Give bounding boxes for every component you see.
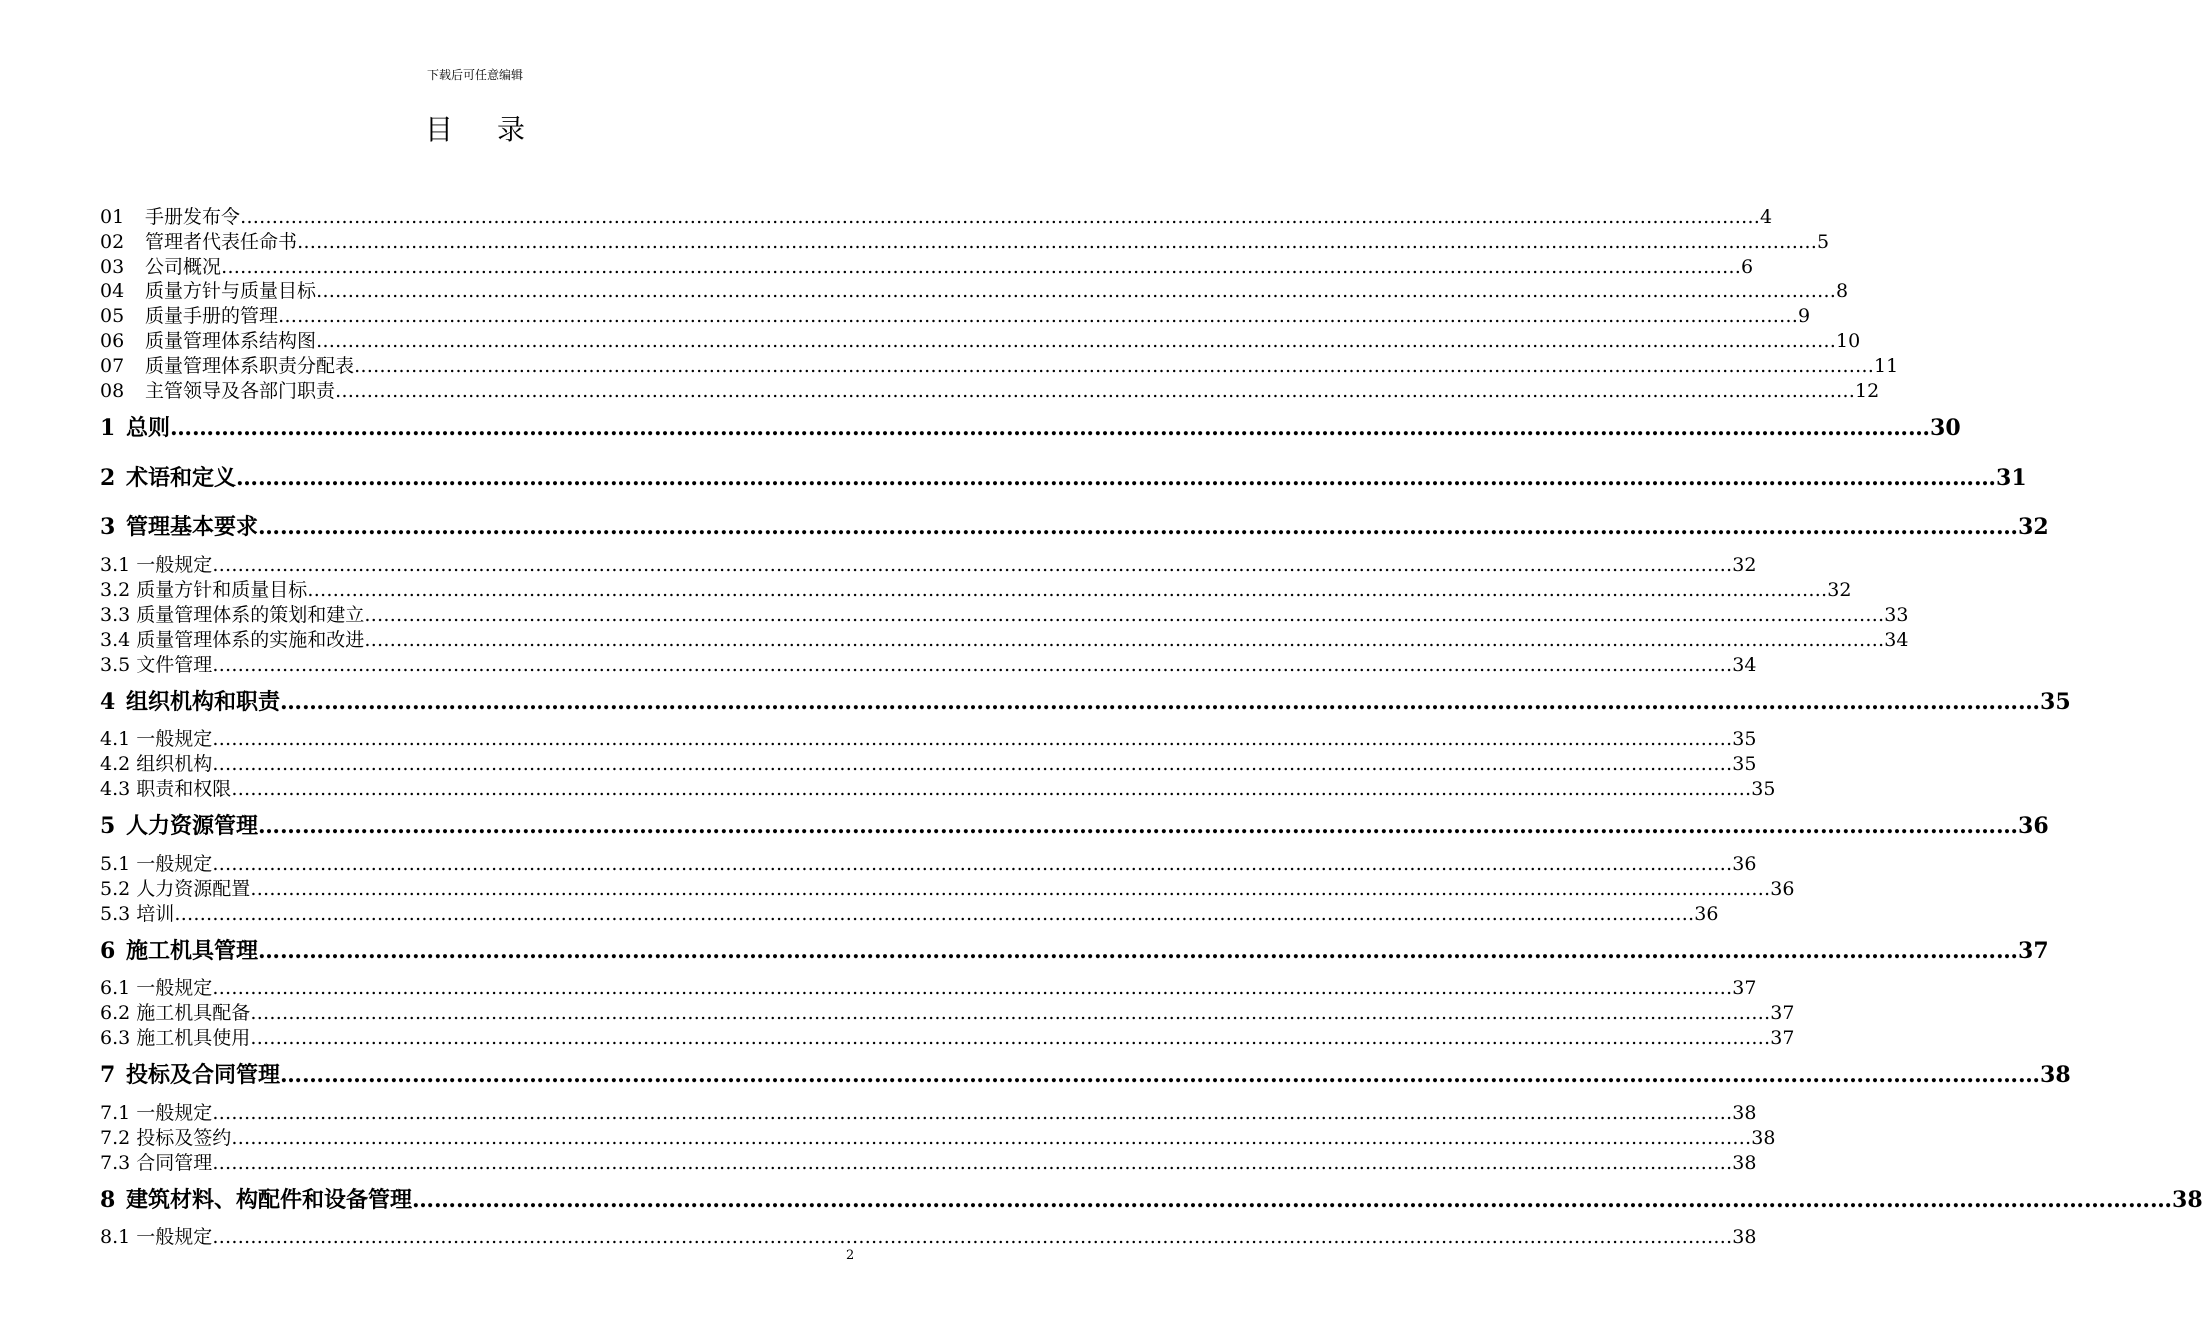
toc-section-page: 36 [1694, 903, 1719, 925]
toc-chapter-page: 35 [2040, 689, 2071, 715]
toc-entry-page: 11 [1874, 355, 1899, 377]
toc-section-entry[interactable] [100, 575, 1852, 602]
toc-chapter-page: 31 [1996, 465, 2027, 491]
toc-section-title: 3.4 质量管理体系的实施和改进 [100, 629, 365, 651]
toc-chapter-entry[interactable] [100, 809, 2049, 840]
toc-entry-page: 12 [1855, 380, 1880, 402]
leader-dots: …………………………………………………………………………………………………………………………………………………………………………………………………………………… [212, 1102, 1733, 1124]
toc-section-page: 38 [1751, 1127, 1776, 1149]
header-note: 下载后可任意编辑 [426, 68, 523, 82]
toc-front-entry[interactable] [100, 301, 1811, 328]
toc-section-entry[interactable] [100, 625, 1909, 652]
toc-chapter-title: 总则 [126, 415, 171, 441]
toc-section-page: 36 [1732, 853, 1757, 875]
page-number: 2 [846, 1248, 855, 1263]
toc-section-title: 6.3 施工机具使用 [100, 1027, 251, 1049]
leader-dots: …………………………………………………………………………………………………………………………………………………………………………………………………………………… [174, 903, 1695, 925]
toc-chapter-page: 37 [2018, 938, 2049, 964]
toc-chapter-entry[interactable] [100, 1058, 2071, 1089]
toc-entry-number: 06 [100, 330, 125, 352]
toc-entry-page: 8 [1836, 280, 1849, 302]
toc-entry-title: 公司概况 [145, 256, 222, 278]
toc-section-title: 3.5 文件管理 [100, 654, 213, 676]
toc-front-entry[interactable] [100, 202, 1773, 229]
toc-section-title: 5.1 一般规定 [100, 853, 213, 875]
toc-chapter-title: 管理基本要求 [126, 514, 259, 540]
leader-dots: …………………………………………………………………………………………………………………………………………………………………………………………………………………… [231, 1127, 1752, 1149]
toc-section-page: 36 [1770, 878, 1795, 900]
toc-chapter-title: 人力资源管理 [126, 813, 259, 839]
toc-entry-number: 07 [100, 355, 125, 377]
toc-section-page: 37 [1770, 1027, 1795, 1049]
toc-section-page: 38 [1732, 1152, 1757, 1174]
page-title: 目录 [424, 113, 569, 146]
toc-section-title: 7.3 合同管理 [100, 1152, 213, 1174]
toc-section-title: 5.2 人力资源配置 [100, 878, 251, 900]
toc-section-entry[interactable] [100, 874, 1795, 901]
toc-chapter-entry[interactable] [100, 411, 1961, 442]
toc-entry-title: 手册发布令 [145, 206, 241, 228]
leader-dots: …………………………………………………………………………………………………………………………………………………………………………………………………………………… [278, 305, 1799, 327]
toc-section-title: 7.2 投标及签约 [100, 1127, 232, 1149]
toc-chapter-title: 施工机具管理 [126, 938, 259, 964]
leader-dots: …………………………………………………………………………………………………………………………………………………………………………………………………………………… [258, 514, 2019, 540]
toc-entry-title: 质量手册的管理 [145, 305, 279, 327]
toc-section-page: 38 [1732, 1226, 1757, 1248]
toc-chapter-number: 4 [100, 689, 116, 715]
leader-dots: …………………………………………………………………………………………………………………………………………………………………………………………………………………… [221, 256, 1742, 278]
toc-section-title: 3.3 质量管理体系的策划和建立 [100, 604, 365, 626]
leader-dots: …………………………………………………………………………………………………………………………………………………………………………………………………………………… [170, 415, 1931, 441]
toc-entry-title: 管理者代表任命书 [145, 231, 298, 253]
toc-section-entry[interactable] [100, 724, 1757, 751]
toc-section-entry[interactable] [100, 1023, 1795, 1050]
toc-section-title: 4.2 组织机构 [100, 753, 213, 775]
toc-section-entry[interactable] [100, 749, 1757, 776]
toc-entry-number: 02 [100, 231, 125, 253]
toc-section-entry[interactable] [100, 1222, 1757, 1249]
toc-entry-title: 质量管理体系职责分配表 [145, 355, 355, 377]
toc-section-title: 8.1 一般规定 [100, 1226, 213, 1248]
toc-chapter-page: 36 [2018, 813, 2049, 839]
leader-dots: …………………………………………………………………………………………………………………………………………………………………………………………………………………… [212, 654, 1733, 676]
toc-front-entry[interactable] [100, 276, 1849, 303]
leader-dots: …………………………………………………………………………………………………………………………………………………………………………………………………………………… [258, 938, 2019, 964]
toc-entry-title: 主管领导及各部门职责 [145, 380, 336, 402]
leader-dots: …………………………………………………………………………………………………………………………………………………………………………………………………………………… [307, 579, 1828, 601]
toc-section-title: 6.2 施工机具配备 [100, 1002, 251, 1024]
toc-chapter-number: 2 [100, 465, 116, 491]
toc-entry-number: 01 [100, 206, 125, 228]
toc-front-entry[interactable] [100, 252, 1754, 279]
leader-dots: …………………………………………………………………………………………………………………………………………………………………………………………………………………… [364, 604, 1885, 626]
toc-entry-number: 03 [100, 256, 125, 278]
toc-chapter-entry[interactable] [100, 1183, 2203, 1214]
toc-chapter-number: 5 [100, 813, 116, 839]
toc-entry-title: 质量管理体系结构图 [145, 330, 317, 352]
toc-section-title: 6.1 一般规定 [100, 977, 213, 999]
toc-entry-title: 质量方针与质量目标 [145, 280, 317, 302]
toc-chapter-entry[interactable] [100, 685, 2071, 716]
leader-dots: …………………………………………………………………………………………………………………………………………………………………………………………………………………… [364, 629, 1885, 651]
toc-chapter-entry[interactable] [100, 934, 2049, 965]
toc-section-page: 32 [1732, 554, 1757, 576]
leader-dots: …………………………………………………………………………………………………………………………………………………………………………………………………………………… [212, 554, 1733, 576]
toc-section-page: 33 [1884, 604, 1909, 626]
toc-section-title: 7.1 一般规定 [100, 1102, 213, 1124]
toc-section-entry[interactable] [100, 1123, 1776, 1150]
leader-dots: …………………………………………………………………………………………………………………………………………………………………………………………………………………… [231, 778, 1752, 800]
toc-section-page: 37 [1770, 1002, 1795, 1024]
leader-dots: …………………………………………………………………………………………………………………………………………………………………………………………………………………… [212, 728, 1733, 750]
toc-chapter-entry[interactable] [100, 510, 2049, 541]
leader-dots: …………………………………………………………………………………………………………………………………………………………………………………………………………………… [250, 878, 1771, 900]
toc-chapter-entry[interactable] [100, 461, 2027, 492]
toc-chapter-title: 建筑材料、构配件和设备管理 [126, 1187, 413, 1213]
leader-dots: …………………………………………………………………………………………………………………………………………………………………………………………………………………… [212, 1152, 1733, 1174]
toc-section-entry[interactable] [100, 600, 1909, 627]
leader-dots: …………………………………………………………………………………………………………………………………………………………………………………………………………………… [316, 280, 1837, 302]
toc-section-entry[interactable] [100, 650, 1757, 677]
toc-section-page: 37 [1732, 977, 1757, 999]
leader-dots: …………………………………………………………………………………………………………………………………………………………………………………………………………………… [212, 1226, 1733, 1248]
toc-section-page: 38 [1732, 1102, 1757, 1124]
toc-section-entry[interactable] [100, 973, 1757, 1000]
toc-front-entry[interactable] [100, 326, 1861, 353]
toc-section-entry[interactable] [100, 774, 1776, 801]
toc-section-page: 35 [1732, 728, 1757, 750]
toc-chapter-title: 投标及合同管理 [126, 1062, 281, 1088]
toc-section-title: 4.1 一般规定 [100, 728, 213, 750]
leader-dots: …………………………………………………………………………………………………………………………………………………………………………………………………………………… [212, 977, 1733, 999]
toc-chapter-number: 3 [100, 514, 116, 540]
toc-section-title: 3.2 质量方针和质量目标 [100, 579, 308, 601]
toc-chapter-title: 术语和定义 [126, 465, 237, 491]
toc-section-page: 32 [1827, 579, 1852, 601]
toc-front-entry[interactable] [100, 351, 1899, 378]
toc-entry-number: 04 [100, 280, 125, 302]
toc-entry-number: 05 [100, 305, 125, 327]
toc-chapter-page: 32 [2018, 514, 2049, 540]
leader-dots: …………………………………………………………………………………………………………………………………………………………………………………………………………………… [354, 355, 1875, 377]
toc-chapter-number: 1 [100, 415, 116, 441]
toc-front-entry[interactable] [100, 227, 1830, 254]
toc-section-entry[interactable] [100, 1148, 1757, 1175]
toc-section-entry[interactable] [100, 849, 1757, 876]
toc-section-entry[interactable] [100, 1098, 1757, 1125]
toc-section-page: 35 [1732, 753, 1757, 775]
toc-entry-page: 5 [1817, 231, 1830, 253]
leader-dots: …………………………………………………………………………………………………………………………………………………………………………………………………………………… [236, 465, 1997, 491]
toc-section-entry[interactable] [100, 998, 1795, 1025]
toc-entry-page: 9 [1798, 305, 1811, 327]
toc-chapter-number: 8 [100, 1187, 116, 1213]
toc-front-entry[interactable] [100, 376, 1880, 403]
toc-section-title: 5.3 培训 [100, 903, 175, 925]
toc-section-title: 4.3 职责和权限 [100, 778, 232, 800]
toc-section-entry[interactable] [100, 550, 1757, 577]
leader-dots: …………………………………………………………………………………………………………………………………………………………………………………………………………………… [240, 206, 1761, 228]
leader-dots: …………………………………………………………………………………………………………………………………………………………………………………………………………………… [212, 753, 1733, 775]
toc-chapter-number: 6 [100, 938, 116, 964]
toc-chapter-page: 38 [2040, 1062, 2071, 1088]
leader-dots: …………………………………………………………………………………………………………………………………………………………………………………………………………………… [280, 689, 2041, 715]
leader-dots: …………………………………………………………………………………………………………………………………………………………………………………………………………………… [412, 1187, 2173, 1213]
toc-section-page: 34 [1732, 654, 1757, 676]
toc-entry-number: 08 [100, 380, 125, 402]
toc-section-entry[interactable] [100, 899, 1719, 926]
leader-dots: …………………………………………………………………………………………………………………………………………………………………………………………………………………… [258, 813, 2019, 839]
leader-dots: …………………………………………………………………………………………………………………………………………………………………………………………………………………… [250, 1002, 1771, 1024]
toc-chapter-number: 7 [100, 1062, 116, 1088]
toc-entry-page: 6 [1741, 256, 1754, 278]
leader-dots: …………………………………………………………………………………………………………………………………………………………………………………………………………………… [280, 1062, 2041, 1088]
toc-chapter-title: 组织机构和职责 [126, 689, 281, 715]
toc-chapter-page: 38 [2172, 1187, 2203, 1213]
toc-section-page: 35 [1751, 778, 1776, 800]
toc-section-title: 3.1 一般规定 [100, 554, 213, 576]
leader-dots: …………………………………………………………………………………………………………………………………………………………………………………………………………………… [297, 231, 1818, 253]
toc-entry-page: 10 [1836, 330, 1861, 352]
toc-section-page: 34 [1884, 629, 1909, 651]
toc-chapter-page: 30 [1930, 415, 1961, 441]
leader-dots: …………………………………………………………………………………………………………………………………………………………………………………………………………………… [335, 380, 1856, 402]
leader-dots: …………………………………………………………………………………………………………………………………………………………………………………………………………………… [250, 1027, 1771, 1049]
leader-dots: …………………………………………………………………………………………………………………………………………………………………………………………………………………… [316, 330, 1837, 352]
toc-entry-page: 4 [1760, 206, 1773, 228]
leader-dots: …………………………………………………………………………………………………………………………………………………………………………………………………………………… [212, 853, 1733, 875]
